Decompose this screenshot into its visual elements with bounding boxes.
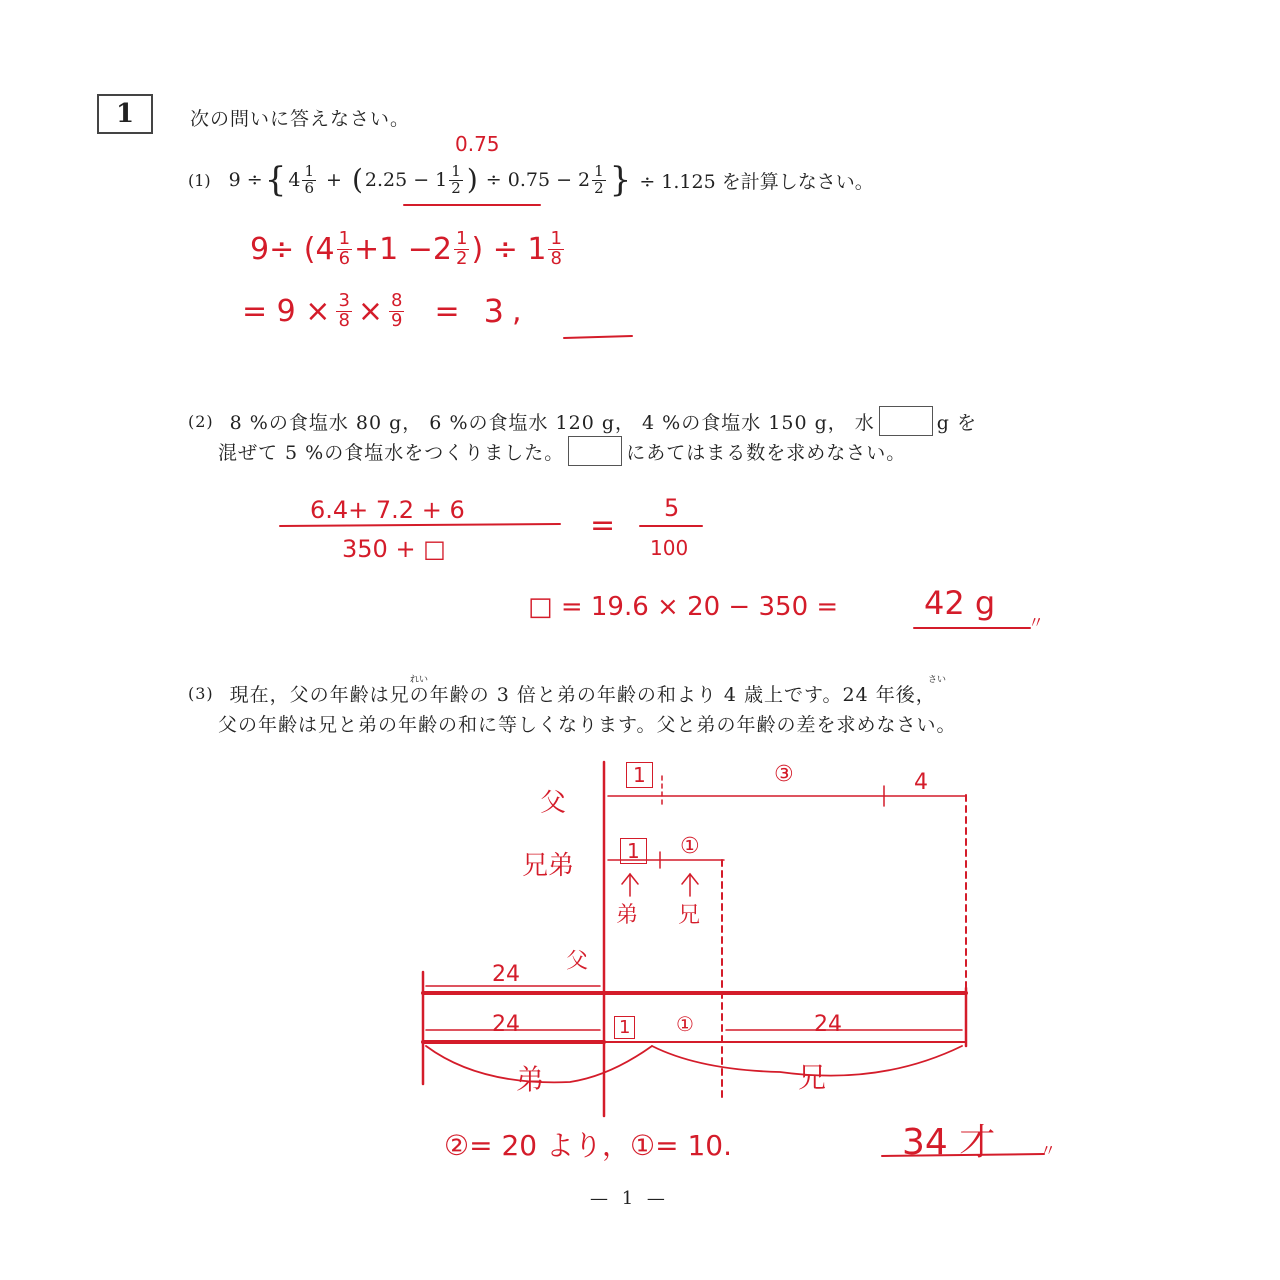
denominator: 2 xyxy=(594,178,604,197)
q2-text: にあてはまる数を求めなさい。 xyxy=(626,441,907,464)
q2-fraction-bar xyxy=(280,524,560,526)
numerator: 1 xyxy=(304,161,315,180)
numerator: 1 xyxy=(594,161,604,180)
q3-label: (3) xyxy=(188,684,214,703)
denominator: 8 xyxy=(338,309,350,331)
numerator: 1 xyxy=(456,228,468,249)
label-father-2: 父 xyxy=(566,949,589,974)
numerator: 1 xyxy=(550,228,562,249)
open-paren: ( xyxy=(351,163,363,196)
hw-text: = 9 × xyxy=(242,293,331,329)
q2-work-equals: = xyxy=(590,508,616,543)
expr-part: + xyxy=(326,169,342,191)
numerator: 1 xyxy=(338,228,351,249)
denominator: 8 xyxy=(550,247,562,269)
q1-answer-underline xyxy=(564,336,632,338)
seg-father-3: ③ xyxy=(774,762,794,787)
open-brace: { xyxy=(264,160,287,200)
q1-answer: 3 xyxy=(483,292,504,331)
ruby-sai: さい xyxy=(928,675,947,685)
q2-label: (2) xyxy=(188,411,214,431)
hw-text: ) ÷ 1 xyxy=(471,231,547,267)
label-elder: 兄 xyxy=(798,1061,827,1094)
hw-text: +1 −2 xyxy=(354,231,452,267)
seg-24-right: 24 xyxy=(814,1012,842,1037)
close-paren: ) xyxy=(466,163,478,196)
q2-text: 8 %の食塩水 80 g， 6 %の食塩水 120 g， 4 %の食塩水 150 g， 水 xyxy=(229,411,875,434)
seg-mid-circle1: ① xyxy=(676,1012,694,1036)
seg-bro-1: 1 xyxy=(620,838,647,864)
page-number: — 1 — xyxy=(590,1188,669,1209)
q2-work-numerator: 6.4+ 7.2 + 6 xyxy=(310,496,465,524)
close-brace: } xyxy=(609,160,632,200)
note-075: 0.75 xyxy=(455,132,500,156)
expr-part: ÷ 0.75 − 2 xyxy=(485,169,591,191)
expr-part: ÷ 1.125 を計算しなさい。 xyxy=(639,170,874,193)
denominator: 6 xyxy=(338,247,351,269)
q3-text: 現在，父の年齢は兄の年齢の 3 倍と弟の年齢の和より 4 歳上です。24 年後， xyxy=(229,684,936,706)
denominator: 6 xyxy=(304,178,315,197)
label-father: 父 xyxy=(540,788,567,818)
denominator: 2 xyxy=(451,178,461,197)
expr-part: 4 xyxy=(288,169,301,191)
q3-answer: 34 才 xyxy=(902,1122,996,1163)
label-brothers: 兄弟 xyxy=(522,851,575,881)
label-younger: 弟 xyxy=(516,1063,545,1096)
denominator: 9 xyxy=(391,309,403,331)
q2-work-denominator: 350 + □ xyxy=(342,535,446,563)
q3-line2: 父の年齢は兄と弟の年齢の和に等しくなります。父と弟の年齢の差を求めなさい。 xyxy=(218,714,957,736)
q2-answer: 42 g xyxy=(924,584,996,622)
q1-label: (1) xyxy=(188,170,211,190)
numerator: 3 xyxy=(338,290,350,311)
under-younger: 弟 xyxy=(616,903,639,928)
seg-24-top: 24 xyxy=(492,962,520,987)
seg-mid-1: 1 xyxy=(614,1016,635,1039)
instruction: 次の問いに答えなさい。 xyxy=(190,108,411,130)
seg-24-left: 24 xyxy=(492,1012,520,1037)
hw-tick: 〃 xyxy=(1040,1141,1057,1160)
q2-text: g を xyxy=(936,411,977,434)
expr-part: 2.25 − 1 xyxy=(364,169,448,191)
under-elder: 兄 xyxy=(678,903,701,928)
q2-text: 混ぜて 5 %の食塩水をつくりました。 xyxy=(218,441,565,464)
ruby-rei: れい xyxy=(410,675,429,685)
question-number: 1 xyxy=(115,99,135,129)
expr-part: 9 ÷ xyxy=(228,169,263,191)
hw-text: × xyxy=(357,293,384,329)
hw-tick: 〃 xyxy=(1028,613,1045,632)
hw-text: 9÷ (4 xyxy=(250,231,335,267)
q3-work: ②= 20 より，①= 10. xyxy=(444,1129,732,1162)
numerator: 1 xyxy=(451,161,461,180)
hw-tick: , xyxy=(511,293,522,329)
seg-bro-circle1: ① xyxy=(680,834,700,859)
q2-work-rnum: 5 xyxy=(664,494,680,522)
numerator: 8 xyxy=(391,290,403,311)
q2-work-line2: □ = 19.6 × 20 − 350 = xyxy=(528,592,839,622)
hw-text: = xyxy=(434,293,460,329)
denominator: 2 xyxy=(456,247,468,269)
seg-father-4: 4 xyxy=(914,770,928,795)
q2-work-rden: 100 xyxy=(650,536,689,560)
seg-father-1: 1 xyxy=(626,762,653,788)
